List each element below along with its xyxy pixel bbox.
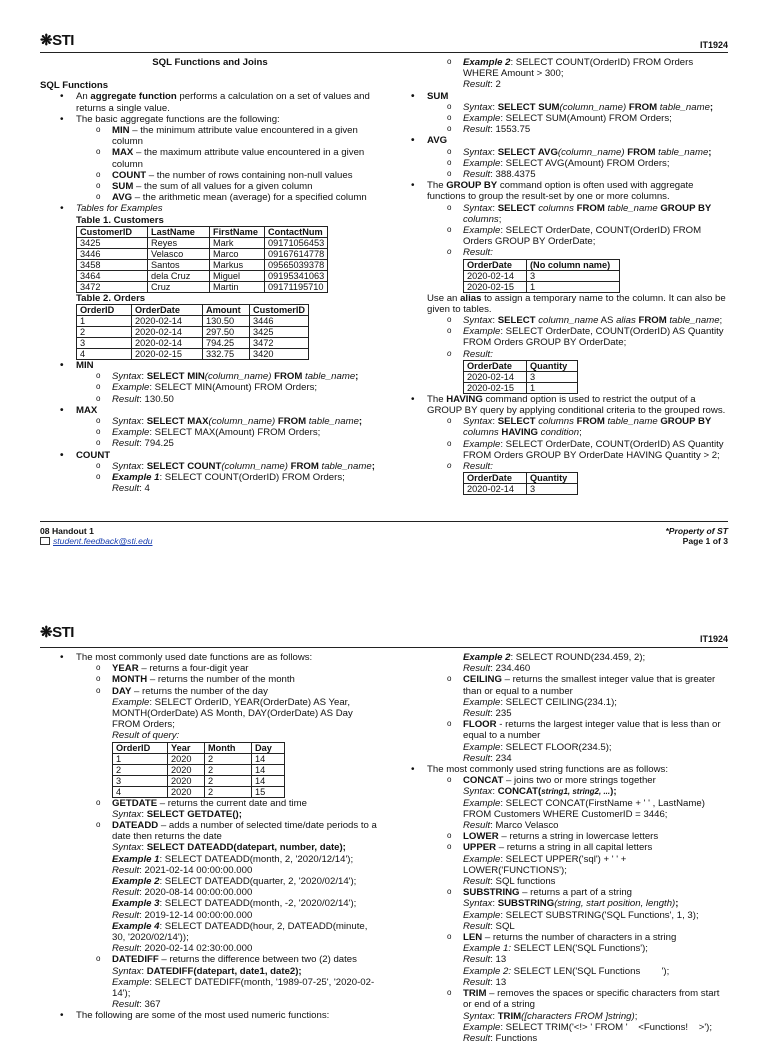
footer-rule: [40, 521, 728, 522]
max-syntax: o Syntax: SELECT MAX(column_name) FROM table_name;: [40, 416, 380, 427]
max-example: o Example: SELECT MAX(Amount) FROM Orders;: [40, 427, 380, 438]
datediff-syntax: Syntax: DATEDIFF(datepart, date1, date2);: [112, 965, 302, 977]
max-heading: • MAX: [40, 405, 380, 416]
handout-label: 08 Handout 1: [40, 526, 94, 536]
table-row: 2 2020-02-14 297.50 3425: [77, 327, 309, 338]
sti-logo: ❋STI: [40, 624, 74, 641]
len-item: o LEN – returns the number of characters in a string: [391, 932, 728, 943]
func-item: o SUM – the sum of all values for a given column: [40, 181, 380, 192]
table-header-row: CustomerID LastName FirstName ContactNum: [77, 226, 328, 237]
course-code: IT1924: [699, 634, 728, 644]
substring-syntax: Syntax: SUBSTRING(string, start position, length);: [463, 898, 679, 910]
dateadd-result-1: Result: 2021-02-14 00:00:00.000: [112, 864, 253, 876]
substring-result: Result: SQL: [463, 920, 515, 932]
string-functions-intro: • The most commonly used string functions are as follows:: [391, 764, 728, 775]
table-row: 2020-02-14 3: [464, 484, 578, 495]
len-example-2: Example 2: SELECT LEN('SQL Functions ');: [463, 965, 670, 977]
len-example-1: Example 1: SELECT LEN('SQL Functions');: [463, 943, 648, 955]
avg-heading: • AVG: [391, 135, 728, 146]
trim-item: o TRIM – removes the spaces or specific characters from start or end of a string: [391, 988, 728, 1010]
substring-item: o SUBSTRING – returns a part of a string: [391, 887, 728, 898]
getdate-syntax: Syntax: SELECT GETDATE();: [112, 808, 242, 820]
min-heading: • MIN: [40, 360, 380, 371]
min-syntax: o Syntax: SELECT MIN(column_name) FROM table_name;: [40, 371, 380, 382]
datediff-result: Result: 367: [112, 999, 161, 1011]
aggregate-intro: • An aggregate function performs a calculation on a set of values and returns a single value.: [40, 91, 380, 113]
round-example-2: Example 2: SELECT ROUND(234.459, 2);: [463, 652, 646, 663]
count-syntax: o Syntax: SELECT COUNT(column_name) FROM table_name;: [40, 461, 380, 472]
len-result-1: Result: 13: [463, 954, 507, 966]
table-row: 2020-02-14 3: [464, 371, 578, 382]
concat-syntax: Syntax: CONCAT(string1, string2, ...);: [463, 786, 617, 798]
having-syntax: o Syntax: SELECT columns FROM table_name GROUP BY columns HAVING condition;: [391, 416, 728, 438]
upper-example: Example: SELECT UPPER('sql') + ' ' + LOWER('FUNCTIONS');: [463, 853, 627, 876]
table2-title: Table 2. Orders: [76, 292, 146, 304]
day-item: o DAY – returns the number of the day: [40, 686, 380, 697]
page-number: Page 1 of 3: [682, 536, 728, 546]
sti-logo-mark: ❋: [40, 624, 53, 641]
table-row: 3446 Velasco Marco 09167614778: [77, 248, 328, 259]
sum-syntax: o Syntax: SELECT SUM(column_name) FROM table_name;: [391, 102, 728, 113]
table-header-row: OrderDate (No column name): [464, 259, 620, 270]
orders-table: [76, 304, 309, 360]
floor-example: Example: SELECT FLOOR(234.5);: [463, 741, 612, 753]
table-header-row: OrderID OrderDate Amount CustomerID: [77, 305, 309, 316]
table-header-row: OrderDate Quantity: [464, 473, 578, 484]
concat-item: o CONCAT – joins two or more strings together: [391, 775, 728, 786]
property-label: *Property of ST: [665, 526, 728, 536]
table-row: 3472 Cruz Martin 09171195710: [77, 281, 328, 292]
groupby-result-label: o Result:: [391, 247, 728, 258]
date-functions-intro: • The most commonly used date functions are as follows:: [40, 652, 380, 663]
dateadd-example-4: Example 4: SELECT DATEADD(hour, 2, DATEADD(minute, 30, '2020/02/14'));: [112, 920, 368, 944]
trim-result: Result: Functions: [463, 1032, 538, 1044]
table-row: 2020-02-15 1: [464, 382, 578, 393]
floor-result: Result: 234: [463, 752, 512, 764]
trim-example: Example: SELECT TRIM('<!> ' FROM ' <Functions! >');: [463, 1021, 713, 1033]
table-row: 2020-02-15 1: [464, 281, 620, 292]
concat-example: Example: SELECT CONCAT(FirstName + ' ' , LastName) FROM Customers WHERE CustomerID = 3446;: [463, 797, 705, 820]
customers-table: [76, 226, 328, 293]
sum-result: o Result: 1553.75: [391, 124, 728, 135]
page1-left-column: [40, 57, 380, 494]
sum-example: o Example: SELECT SUM(Amount) FROM Orders;: [391, 113, 728, 124]
month-item: o MONTH – returns the number of the month: [40, 674, 380, 685]
upper-item: o UPPER – returns a string in all capital letters: [391, 842, 728, 853]
table-row: 3464 dela Cruz Miguel 09195341063: [77, 270, 328, 281]
table1-title: Table 1. Customers: [76, 214, 164, 226]
dateadd-example-3: Example 3: SELECT DATEADD(month, -2, '2020/02/14');: [112, 898, 357, 910]
func-item: o COUNT – the number of rows containing non-null values: [40, 170, 380, 181]
header-rule: [40, 647, 728, 648]
min-example: o Example: SELECT MIN(Amount) FROM Orders;: [40, 382, 380, 393]
having-result-label: o Result:: [391, 461, 728, 472]
count-result-1: Result: 4: [112, 483, 150, 495]
avg-result: o Result: 388.4375: [391, 169, 728, 180]
table-row: 4 2020-02-15 332.75 3420: [77, 349, 309, 360]
feedback-email: [40, 536, 153, 546]
alias-intro: Use an alias to assign a temporary name to the column. It can also be given to tables.: [427, 292, 726, 315]
sti-logo-mark: ❋: [40, 32, 53, 49]
func-item: o MAX – the maximum attribute value encountered in a given column: [40, 147, 380, 169]
groupby-example: o Example: SELECT OrderDate, COUNT(OrderID) FROM Orders GROUP BY OrderDate;: [391, 225, 728, 247]
dateadd-result-3: Result: 2019-12-14 00:00:00.000: [112, 909, 253, 921]
getdate-item: o GETDATE – returns the current date and time: [40, 798, 380, 809]
dateadd-item: o DATEADD – adds a number of selected time/date periods to a date then returns the date: [40, 820, 380, 842]
round-result-2: Result: 234.460: [463, 663, 531, 675]
page2-right-column: [391, 652, 728, 1044]
count-result-2: Result: 2: [463, 79, 501, 91]
func-item: o AVG – the arithmetic mean (average) for a specified column: [40, 192, 380, 203]
avg-example: o Example: SELECT AVG(Amount) FROM Orders;: [391, 158, 728, 169]
table-row: 1 2020-02-14 130.50 3446: [77, 316, 309, 327]
count-example-1: o Example 1: SELECT COUNT(OrderID) FROM Orders;: [40, 472, 380, 483]
basic-functions-intro: • The basic aggregate functions are the following:: [40, 114, 380, 125]
count-heading: • COUNT: [40, 450, 380, 461]
table-row: 2020-02-14 3: [464, 270, 620, 281]
table-header-row: OrderID Year Month Day: [113, 742, 285, 753]
table-row: 4 2020 2 15: [113, 786, 285, 797]
trim-syntax: Syntax: TRIM([characters FROM ]string);: [463, 1010, 638, 1022]
document-title: SQL Functions and Joins: [152, 57, 268, 68]
floor-item: o FLOOR - returns the largest integer value that is less than or equal to a number: [391, 719, 728, 741]
table-header-row: OrderDate Quantity: [464, 360, 578, 371]
func-item: o MIN – the minimum attribute value encountered in a given column: [40, 125, 380, 147]
sti-logo: ❋STI: [40, 32, 74, 49]
ceiling-item: o CEILING – returns the smallest integer value that is greater than or equal to a number: [391, 674, 728, 696]
ceiling-result: Result: 235: [463, 708, 512, 720]
table-row: 2 2020 2 14: [113, 764, 285, 775]
len-result-2: Result: 13: [463, 976, 507, 988]
alias-result-label: o Result:: [391, 349, 728, 360]
min-result: o Result: 130.50: [40, 394, 380, 405]
table-row: 3425 Reyes Mark 09171056453: [77, 237, 328, 248]
max-result: o Result: 794.25: [40, 438, 380, 449]
sum-heading: • SUM: [391, 91, 728, 102]
groupby-intro: • The GROUP BY command option is often used with aggregate functions to group the result-set by one or more columns.: [391, 180, 728, 202]
concat-result: Result: Marco Velasco: [463, 820, 559, 832]
section-heading: SQL Functions: [40, 80, 109, 92]
having-intro: • The HAVING command option is used to restrict the output of a GROUP BY query by applying conditional criteria to the grouped rows.: [391, 394, 728, 416]
numeric-functions-intro: • The following are some of the most used numeric functions:: [40, 1010, 380, 1021]
year-item: o YEAR – returns a four-digit year: [40, 663, 380, 674]
page1-right-column: [391, 57, 728, 495]
result-of-query-label: Result of query:: [112, 730, 180, 742]
avg-syntax: o Syntax: SELECT AVG(column_name) FROM table_name;: [391, 147, 728, 158]
dateadd-syntax: Syntax: SELECT DATEADD(datepart, number, date);: [112, 842, 346, 854]
datediff-example: Example: SELECT DATEDIFF(month, '1989-07-25', '2020-02-14');: [112, 976, 375, 1000]
table-row: 1 2020 2 14: [113, 753, 285, 764]
alias-result-table: [463, 360, 578, 394]
dateadd-result-4: Result: 2020-02-14 02:30:00.000: [112, 943, 253, 955]
alias-syntax: o Syntax: SELECT column_name AS alias FROM table_name;: [391, 315, 728, 326]
having-result-table: [463, 472, 578, 495]
upper-result: Result: SQL functions: [463, 876, 556, 888]
page2-left-column: [40, 652, 380, 1022]
table-row: 3458 Santos Markus 09565039378: [77, 259, 328, 270]
mail-icon: [40, 537, 50, 545]
datediff-item: o DATEDIFF – returns the difference between two (2) dates: [40, 954, 380, 965]
table-row: 3 2020-02-14 794.25 3472: [77, 338, 309, 349]
groupby-result-table: [463, 259, 620, 293]
date-result-table: [112, 742, 285, 798]
course-code: IT1924: [699, 40, 728, 50]
alias-example: o Example: SELECT OrderDate, COUNT(OrderID) AS Quantity FROM Orders GROUP BY OrderDate;: [391, 326, 728, 348]
lower-item: o LOWER – returns a string in lowercase letters: [391, 831, 728, 842]
dateadd-result-2: Result: 2020-08-14 00:00:00.000: [112, 887, 253, 899]
ceiling-example: Example: SELECT CEILING(234.1);: [463, 696, 617, 708]
table-row: 3 2020 2 14: [113, 775, 285, 786]
dateadd-example-1: Example 1: SELECT DATEADD(month, 2, '2020/12/14');: [112, 853, 354, 865]
substring-example: Example: SELECT SUBSTRING('SQL Functions', 1, 3);: [463, 909, 699, 921]
having-example: o Example: SELECT OrderDate, COUNT(OrderID) AS Quantity FROM Orders GROUP BY OrderDate HAVING Quantity > 2;: [391, 439, 728, 461]
groupby-syntax: o Syntax: SELECT columns FROM table_name GROUP BY columns;: [391, 203, 728, 225]
header-rule: [40, 52, 728, 53]
feedback-email-link[interactable]: student.feedback@sti.edu: [53, 536, 153, 546]
tables-label: • Tables for Examples: [40, 203, 380, 214]
count-example-2: o Example 2: SELECT COUNT(OrderID) FROM Orders WHERE Amount > 300;: [391, 57, 728, 79]
date-example: Example: SELECT OrderID, YEAR(OrderDate) AS Year, MONTH(OrderDate) AS Month, DAY(OrderDate) AS Day FROM Orders;: [112, 696, 353, 731]
dateadd-example-2: Example 2: SELECT DATEADD(quarter, 2, '2020/02/14');: [112, 876, 357, 888]
